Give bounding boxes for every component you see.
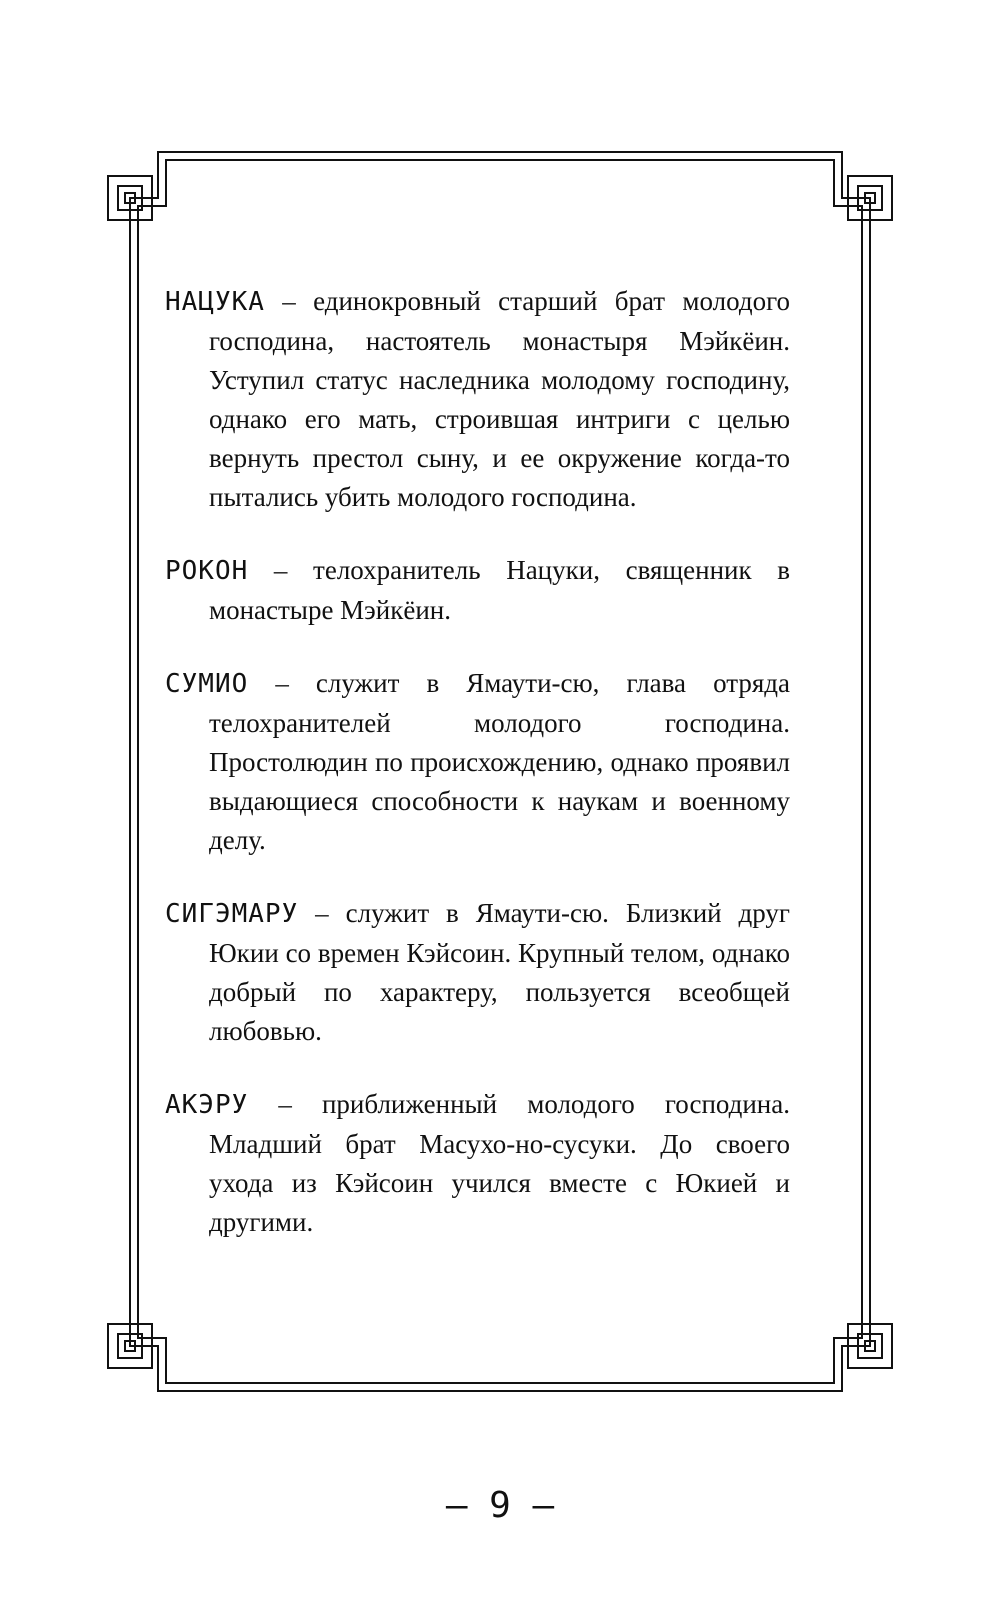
page-number-text: – 9 – <box>445 1485 555 1526</box>
character-entry <box>165 894 790 1051</box>
character-description: – телохранитель Нацуки, священник в монастыре Мэйкёин. <box>209 555 790 625</box>
character-description: – приближенный молодого господина. Младший брат Масухо-но-сусуки. До своего ухода из Кэйсоин учился вместе с Юкией и другими. <box>209 1089 790 1237</box>
character-entry <box>165 551 790 630</box>
character-entry <box>165 664 790 860</box>
character-name: СУМИО <box>165 669 249 699</box>
character-name: АКЭРУ <box>165 1090 249 1120</box>
character-list <box>165 282 790 1276</box>
character-name: НАЦУКА <box>165 287 265 317</box>
character-entry <box>165 282 790 517</box>
character-description: – служит в Ямаути-сю. Близкий друг Юкии со времен Кэйсоин. Крупный телом, однако добрый по характеру, пользуется всеобщей любовью. <box>209 898 790 1046</box>
character-description: – единокровный старший брат молодого господина, настоятель монастыря Мэйкёин. Уступил статус наследника молодому господину, однако его мать, строившая интриги с целью вернуть престол сыну, и ее окружение когда-то пытались убить молодого господина. <box>209 286 790 512</box>
page-number <box>0 1484 1000 1526</box>
character-name: СИГЭМАРУ <box>165 899 299 929</box>
character-description: – служит в Ямаути-сю, глава отряда телохранителей молодого господина. Простолюдин по происхождению, однако проявил выдающиеся способности к наукам и военному делу. <box>209 668 790 855</box>
character-name: РОКОН <box>165 556 249 586</box>
character-entry <box>165 1085 790 1242</box>
